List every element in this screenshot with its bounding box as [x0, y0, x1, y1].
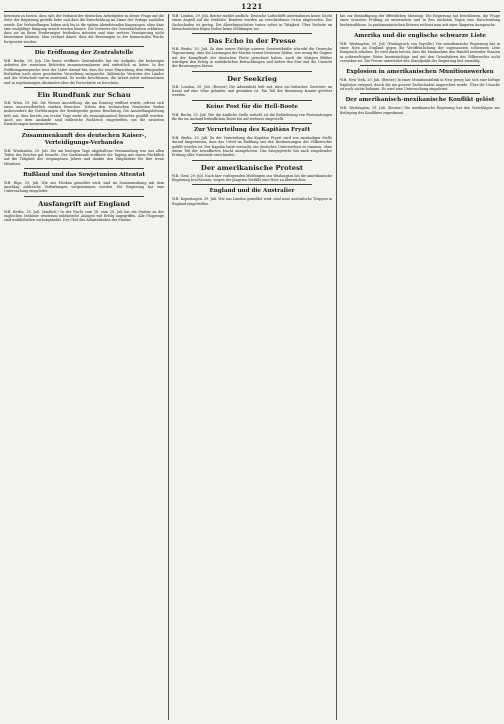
article-headline: Ein Rundfunk zur Schau: [37, 90, 131, 99]
article-headline: Der amerikanische Protest: [200, 163, 304, 172]
article-body: W.B. Berlin, 29. Juli. Wie die Amtliche Stelle mitteilt, ist die Beförderung von Postsendungen für die im Ausland befindlichen Boote bis auf weiteres eingestellt.: [172, 112, 332, 121]
article-body: beweisen zu lassen, dass sich der Verband der deutschen Arbeitgeber in dieser Frage auf die Seite der Regierung gestellt habe und dass die Entscheidung im Sinne der Vorlage ausfallen werde. Die Verhandlungen haben sich bis in die späten Abendstunden hingezogen, ohne dass eine endgültige Einigung erzielt werden konnte. Die Vertreter der Gewerkschaften erklärten, dass sie an ihren Forderungen festhalten müssten und eine weitere Verzögerung nicht hinnehmen könnten. Man rechnet damit, dass die Beratungen in der kommenden Woche fortgesetzt werden.: [4, 14, 164, 44]
column-divider: [336, 14, 337, 720]
article-separator: [24, 129, 144, 130]
article-headline: Zusammenkunft des deutschen Kaiser-, Verteidigungs-Verbandes: [21, 132, 147, 146]
article-separator: [24, 196, 144, 197]
article: [4, 129, 164, 166]
article-body: hin zur Besänftigung der öffentlichen Meinung. Die Regierung hat beschlossen, die Frage einer erneuten Prüfung zu unterziehen und in den nächsten Tagen eine Entscheidung herbeizuführen. In parlamentarischen Kreisen rechnet man mit einer längeren Aussprache.: [340, 14, 500, 27]
article-body: W.B. Washington, 29. Juli. (Funkspruch von Sayville.) Die amerikanische Regierung hat in einer Note an England gegen die Veröffentlichung der sogenannten schwarzen Liste Einspruch erhoben. Es wird darin betont, dass die Massnahme den Handel neutraler Staaten in unberechtigter Weise beeinträchtige und mit den Grundsätzen des Völkerrechts nicht vereinbar sei. Die Presse unterstützt den Standpunkt der Regierung fast einmütig.: [340, 41, 500, 64]
article: [172, 100, 332, 122]
article: [340, 14, 500, 27]
article-separator: [24, 87, 144, 88]
article: [4, 46, 164, 85]
article-headline: Explosion in amerikanischen Munitionswerken: [346, 69, 494, 76]
article-separator: [360, 65, 480, 66]
article-separator: [24, 46, 144, 47]
article: [4, 87, 164, 127]
article-body: W.B. Berlin, 29. Juli. Zu dem neuen Erfolge unserer Seestreitkräfte schreibt die Deutsche Tageszeitung, dass die Leistungen der Marine erneut bewiesen hätten, wie wenig die Gegner mit der Kampfkraft der deutschen Flotte gerechnet haben. Auch die übrigen Blätter würdigen den Erfolg in ausführlichen Betrachtungen und heben den Mut und die Umsicht der Besatzungen hervor.: [172, 47, 332, 69]
article-headline: Amerika und die englische schwarze Liste: [354, 32, 486, 39]
article-separator: [360, 29, 480, 30]
article-headline: Keine Post für die Hell-Boote: [205, 103, 299, 110]
article: [172, 14, 332, 31]
article: [340, 29, 500, 63]
article-headline: Der Seekrieg: [227, 74, 277, 83]
article: [172, 33, 332, 68]
column-1: [4, 14, 164, 720]
article: [4, 168, 164, 194]
article-separator: [192, 123, 312, 124]
article-body: W.B. London, 29. Juli. (Reuter.) Die Admiralität teilt mit, dass ein britischer Zerstörer im Kanal auf eine Mine gelaufen und gesunken ist. Ein Teil der Besatzung konnte gerettet werden.: [172, 84, 332, 98]
article: [172, 71, 332, 98]
article-headline: Rußland und das Sowjetunion Attentat: [23, 171, 145, 178]
article-body: W.B. Berlin, 29. Juli. Zu der Verurteilung des Kapitäns Fryatt wird von zuständiger Stelle darauf hingewiesen, dass das Urteil im Einklang mit den Bestimmungen des Völkerrechts gefällt worden ist. Der Kapitän hatte versucht, ein deutsches Unterseeboot zu rammen, ohne einem Teil der bewaffneten Macht anzugehören. Das Kriegsgericht hat nach eingehender Prüfung aller Umstände entschieden.: [172, 136, 332, 158]
article: [4, 196, 164, 223]
article-body: W.B. Kopenhagen, 29. Juli. Wie aus London gemeldet wird, sind neue australische Truppen in England eingetroffen.: [172, 197, 332, 206]
page-number: 1221: [241, 2, 263, 11]
article: [172, 160, 332, 183]
header-rule: [4, 11, 500, 12]
article: [172, 123, 332, 157]
article-separator: [24, 168, 144, 169]
article-separator: [192, 71, 312, 72]
article-body: W.B. London, 29. Juli. Reuter meldet amtlich: Deutsche Luftschiffe unternahmen heute Nacht einen Angriff auf die Ostküste. Bomben wurden an verschiedenen Orten abgeworfen. Der Sachschaden ist gering. Die Abwehrgeschütze traten sofort in Tätigkeit. Über Verluste an Menschenleben liegen bisher keine Meldungen vor.: [172, 14, 332, 31]
article-body: W.B. Washington, 29. Juli. (Reuter.) Die mexikanische Regierung hat den Vorschlägen zur Beilegung des Konfliktes zugestimmt.: [340, 106, 500, 115]
article: [340, 65, 500, 91]
article-separator: [192, 33, 312, 34]
article-headline: Zur Verurteilung des Kapitäns Fryatt: [193, 127, 311, 134]
article: [172, 184, 332, 206]
column-3: [340, 14, 500, 720]
article-body: W.B. Wien, 29. Juli. Die Wiener Ausstellung, die am Sonntag eröffnet wurde, erfreut sich eines ausserordentlich starken Besuches. Neben den technischen Neuheiten finden insbesondere die Vorführungen der Sendegeräte grosse Beachtung. Die Ausstellungsleitung teilt mit, dass bereits am ersten Tage mehr als zwanzigtausend Besucher gezählt wurden. Auch aus dem Auslande sind zahlreiche Fachleute eingetroffen, um die neuesten Einrichtungen kennenzulernen.: [4, 100, 164, 127]
article-headline: Das Echo in der Presse: [208, 37, 296, 46]
article-separator: [192, 100, 312, 101]
article-body: W.B. Berlin, 29. Juli. Die heute eröffnete Zentralstelle hat die Aufgabe, die bisherigen Arbeiten der einzelnen Behörden zusammenzufassen und einheitlich zu leiten. In der Eröffnungsansprache wies der Leiter darauf hin, dass die neue Einrichtung dem dringenden Bedürfnis nach einer geordneten Verwaltung entspreche. Zahlreiche Vertreter der Länder und der Wirtschaft waren anwesend. Es wurde beschlossen, die Arbeit sofort aufzunehmen und in regelmässigen Abständen über die Fortschritte zu berichten.: [4, 59, 164, 85]
article-body: W.B. Berlin, 29. Juli. (Amtlich.) In der Nacht vom 28. zum 29. Juli hat die Marine an der englischen Ostküste wiederum militärische Anlagen mit Erfolg angegriffen. Alle Flugzeuge sind wohlbehalten zurückgekehrt. Der Chef des Admiralstabes der Marine.: [4, 209, 164, 223]
article-body: W.B. Genf, 29. Juli. Nach hier vorliegenden Meldungen aus Washington hat die amerikanische Regierung beschlossen, wegen der jüngsten Vorfälle eine Note zu überreichen.: [172, 173, 332, 182]
article-body: W.B. Riga, 29. Juli. Wie aus Moskau gemeldet wird, sind im Zusammenhang mit dem Anschlag zahlreiche Verhaftungen vorgenommen worden. Die Regierung hat eine Untersuchung eingeleitet.: [4, 180, 164, 194]
article: [4, 14, 164, 44]
article: [340, 93, 500, 115]
article-headline: England und die Australier: [209, 188, 295, 195]
column-divider: [168, 14, 169, 720]
article-body: W.B. Wiesbaden, 29. Juli. Die am heutigen Tage abgehaltene Versammlung war aus allen Teilen des Reiches gut besucht. Der Vorsitzende eröffnete die Tagung mit einem Rückblick auf die Tätigkeit des vergangenen Jahres und dankte den Mitgliedern für ihre treue Mitarbeit.: [4, 148, 164, 166]
column-2: [172, 14, 332, 720]
article-headline: Ausfangrift auf England: [38, 199, 130, 208]
article-separator: [192, 184, 312, 185]
article-separator: [192, 160, 312, 161]
article-separator: [360, 93, 480, 94]
article-body: W.B. New York, 29. Juli. (Reuter.) In einer Munitionsfabrik in New Jersey hat sich eine heftige Explosion ereignet, durch die ein grosser Sachschaden angerichtet wurde. Über die Ursache ist noch nichts bekannt. Es wird eine Untersuchung eingeleitet.: [340, 78, 500, 91]
article-headline: Die Eröffnung der Zentralstelle: [34, 50, 134, 57]
article-headline: Der amerikanisch-mexikanische Konflikt gelöst: [345, 97, 495, 104]
